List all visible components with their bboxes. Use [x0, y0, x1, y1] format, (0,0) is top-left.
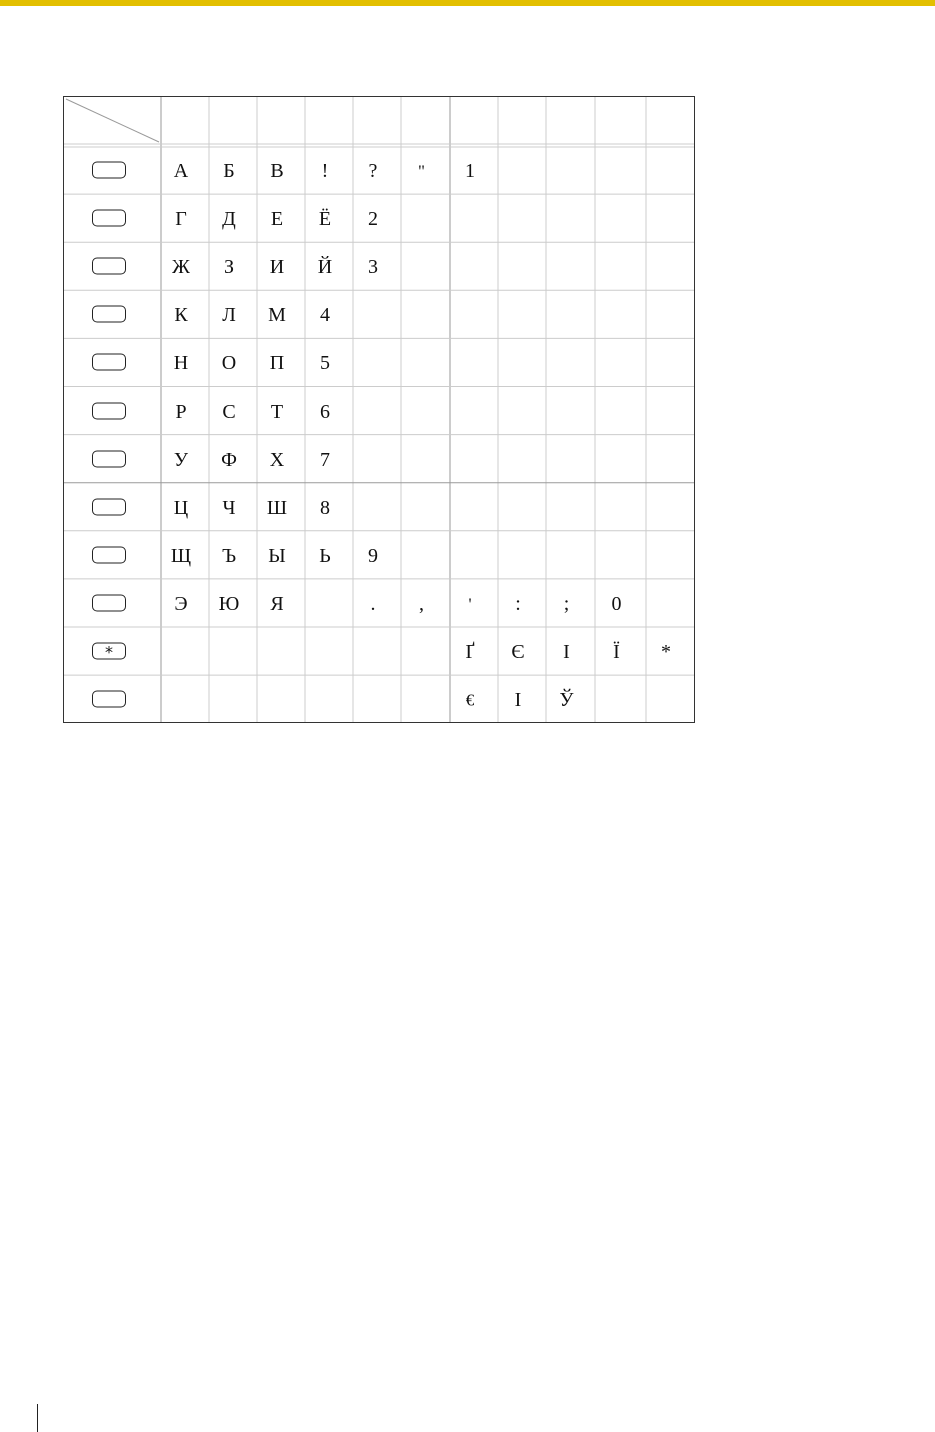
table-cell: Є [511, 641, 525, 664]
table-cell: ; [563, 592, 570, 615]
table-cell: 8 [320, 496, 330, 519]
key-0-icon [92, 594, 126, 611]
table-cell: Ю [218, 592, 240, 615]
table-cell: 7 [320, 448, 330, 471]
table-cell: I [563, 641, 570, 664]
table-cell: Ц [173, 496, 189, 519]
table-cell: К [174, 304, 188, 327]
character-entry-table [63, 96, 695, 723]
table-cell: Ъ [221, 544, 237, 567]
table-cell: : [515, 592, 521, 615]
table-cell: Е [270, 208, 284, 231]
table-cell: " [418, 161, 425, 181]
table-cell: П [269, 352, 285, 375]
table-cell: Д [222, 208, 236, 231]
key-hash-icon [92, 691, 126, 708]
corner-diagonal [66, 99, 159, 142]
table-cell: . [370, 592, 376, 615]
key-7-icon [92, 450, 126, 467]
table-cell: Ё [318, 208, 332, 231]
table-cell: 6 [320, 400, 330, 423]
table-cell: , [419, 592, 424, 615]
key-2-icon [92, 210, 126, 227]
table-cell: Щ [170, 544, 192, 567]
table-cell: О [221, 352, 237, 375]
table-cell: Э [174, 592, 188, 615]
table-cell: * [661, 641, 671, 664]
table-cell: Ф [221, 448, 237, 471]
key-6-icon [92, 402, 126, 419]
table-cell: 9 [368, 544, 378, 567]
table-cell: А [173, 160, 189, 183]
table-cell: Ч [222, 496, 236, 519]
table-cell: 1 [465, 160, 475, 183]
page-margin-line [37, 1404, 38, 1432]
top-accent-bar [0, 0, 935, 6]
table-cell: Ї [613, 641, 620, 664]
table-cell: С [222, 400, 236, 423]
table-cell: Г [175, 208, 187, 231]
table-cell: € [465, 690, 475, 710]
table-cell: Ь [319, 544, 331, 567]
key-star-icon [92, 643, 126, 660]
table-cell: Ў [559, 689, 574, 712]
key-1-icon [92, 162, 126, 179]
table-cell: М [268, 304, 286, 327]
table-cell: У [173, 448, 189, 471]
table-cell: Ы [268, 544, 286, 567]
table-cell: 5 [320, 352, 330, 375]
table-cell: 2 [368, 208, 378, 231]
table-cell: И [269, 256, 285, 279]
table-cell: Я [270, 592, 284, 615]
table-cell: ? [368, 160, 378, 183]
key-5-icon [92, 354, 126, 371]
table-cell: ' [468, 594, 472, 614]
key-4-icon [92, 306, 126, 323]
table-cell: 0 [611, 592, 622, 615]
table-cell: Л [222, 304, 236, 327]
table-cell: З [223, 256, 235, 279]
table-cell: Й [317, 256, 333, 279]
key-3-icon [92, 258, 126, 275]
table-cell: 3 [368, 256, 378, 279]
table-cell: В [270, 160, 284, 183]
key-8-icon [92, 498, 126, 515]
star-symbol: * [105, 642, 113, 662]
table-cell: ! [321, 160, 329, 183]
table-cell: Т [270, 400, 284, 423]
table-cell: Х [269, 448, 285, 471]
table-cell: Р [175, 400, 187, 423]
table-cell: Ґ [465, 641, 475, 664]
table-cell: I [514, 689, 522, 712]
table-cell: 4 [320, 304, 330, 327]
key-9-icon [92, 546, 126, 563]
table-cell: Б [223, 160, 235, 183]
table-grid-lines [64, 97, 694, 722]
table-cell: Ш [266, 496, 288, 519]
table-cell: Ж [172, 256, 190, 279]
table-cell: Н [173, 352, 189, 375]
